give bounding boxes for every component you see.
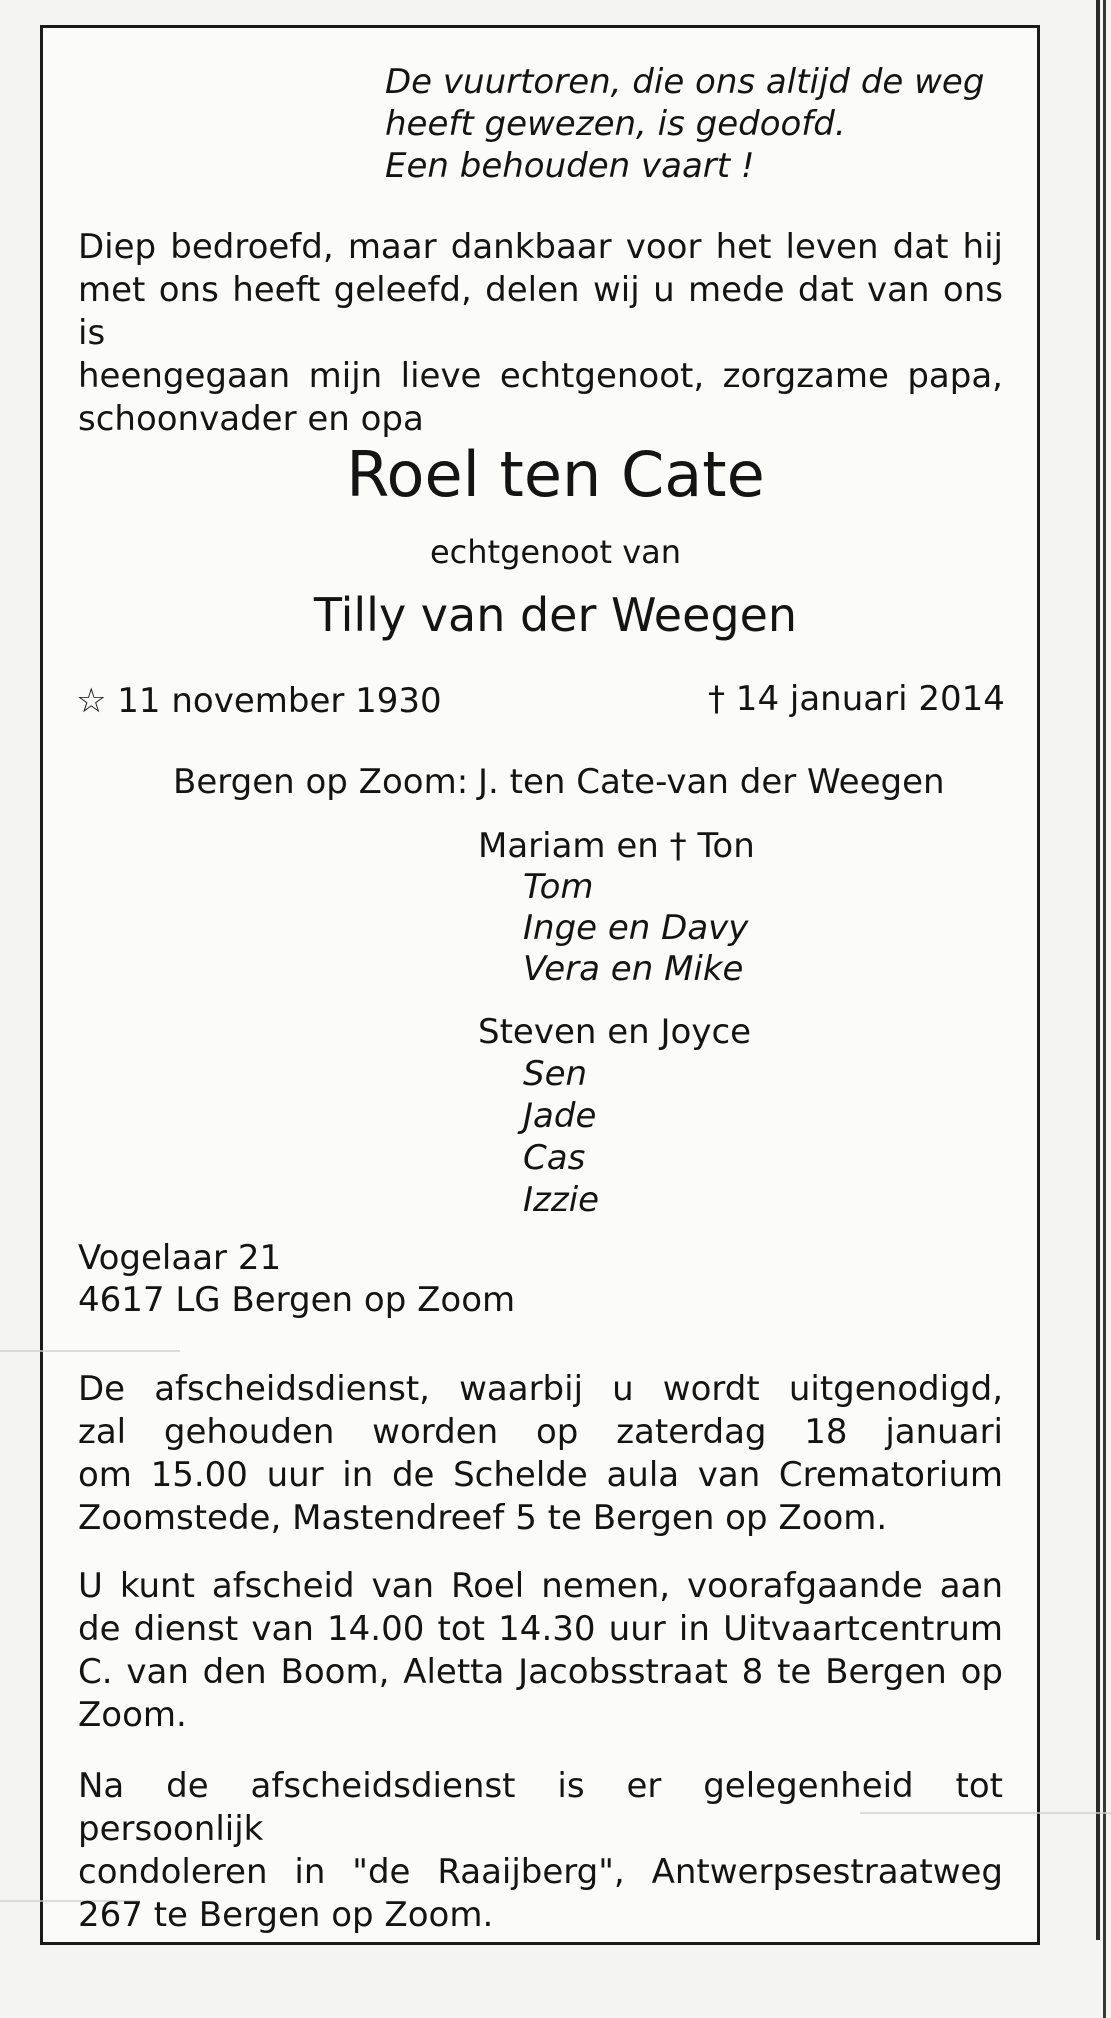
address-city: 4617 LG Bergen op Zoom <box>78 1280 516 1320</box>
service-line: Zoomstede, Mastendreef 5 te Bergen op Zoom. <box>78 1498 888 1538</box>
address-street: Vogelaar 21 <box>78 1238 282 1278</box>
condolence-line: 267 te Bergen op Zoom. <box>78 1895 494 1935</box>
family-widow: J. ten Cate-van der Weegen <box>478 762 945 802</box>
intro-line: Diep bedroefd, maar dankbaar voor het leven dat hij <box>78 227 1003 267</box>
page-edge-line <box>1103 0 1106 2018</box>
scan-noise <box>0 1350 180 1352</box>
page-edge-line <box>1096 0 1100 1940</box>
intro-line: schoonvader en opa <box>78 399 424 439</box>
viewing-line: Zoom. <box>78 1695 187 1735</box>
family-group-head: Mariam en † Ton <box>478 826 755 866</box>
viewing-paragraph <box>78 1565 1003 1737</box>
deceased-name: Roel ten Cate <box>346 438 765 511</box>
viewing-line: C. van den Boom, Aletta Jacobsstraat 8 te Bergen op <box>78 1652 1003 1692</box>
grandchild-name: Izzie <box>523 1180 600 1220</box>
death-date: † 14 januari 2014 <box>708 679 1005 719</box>
service-paragraph <box>78 1368 1003 1540</box>
motto-line: heeft gewezen, is gedoofd. <box>385 104 846 144</box>
grandchild-name: Cas <box>523 1138 586 1178</box>
grandchild-name: Tom <box>523 867 594 907</box>
birth-date: ☆ 11 november 1930 <box>76 681 442 721</box>
grandchild-name: Inge en Davy <box>523 908 749 948</box>
service-line: De afscheidsdienst, waarbij u wordt uitgenodigd, <box>78 1369 1003 1409</box>
viewing-line: de dienst van 14.00 tot 14.30 uur in Uitvaartcentrum <box>78 1609 1003 1649</box>
family-group-head: Steven en Joyce <box>478 1012 752 1052</box>
motto-line: Een behouden vaart ! <box>385 146 755 186</box>
service-line: om 15.00 uur in de Schelde aula van Crematorium <box>78 1455 1003 1495</box>
intro-line: heengegaan mijn lieve echtgenoot, zorgzame papa, <box>78 356 1003 396</box>
condolence-line: condoleren in "de Raaijberg", Antwerpsestraatweg <box>78 1852 1003 1892</box>
family-place: Bergen op Zoom: <box>173 762 469 802</box>
service-line: zal gehouden worden op zaterdag 18 januari <box>78 1412 1003 1452</box>
intro-line: met ons heeft geleefd, delen wij u mede dat van ons is <box>78 270 1003 353</box>
viewing-line: U kunt afscheid van Roel nemen, voorafgaande aan <box>78 1566 1003 1606</box>
grandchild-name: Vera en Mike <box>523 949 744 989</box>
grandchild-name: Sen <box>523 1054 588 1094</box>
spouse-label: echtgenoot van <box>429 533 682 571</box>
spouse-name: Tilly van der Weegen <box>313 588 798 642</box>
motto-line: De vuurtoren, die ons altijd de weg <box>385 62 985 102</box>
condolence-paragraph <box>78 1765 1003 1937</box>
condolence-line: Na de afscheidsdienst is er gelegenheid tot persoonlijk <box>78 1766 1003 1849</box>
intro-paragraph <box>78 226 1003 441</box>
grandchild-name: Jade <box>523 1096 597 1136</box>
